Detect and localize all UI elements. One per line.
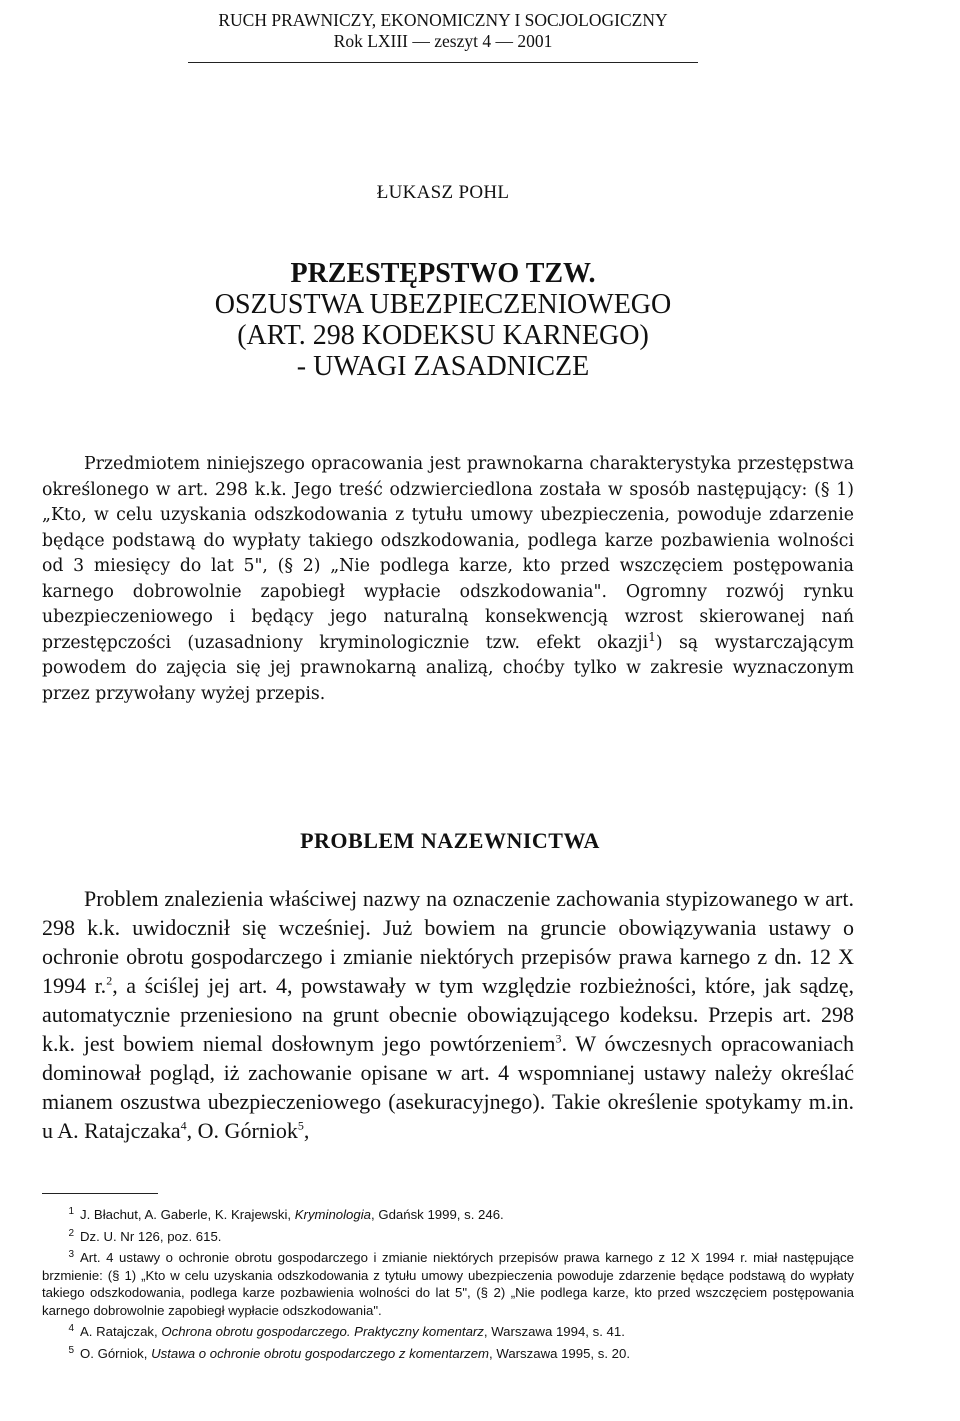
paragraph-naming-text-1: Problem znalezienia właściwej nazwy na oznaczenie zachowania stypizowanego w art. 298 k.k. uwidocznił się wcześniej. Już bowiem na gruncie obowiązywania ustawy o ochronie obrotu gospodarczego i zmianie niektórych przepisów prawa karnego z dn. 12 X 1994 r. bbox=[42, 886, 854, 998]
journal-name: RUCH PRAWNICZY, EKONOMICZNY I SOCJOLOGICZNY bbox=[218, 10, 668, 30]
footnote-4 bbox=[42, 1323, 854, 1341]
footnote-text: , Gdańsk 1999, s. 246. bbox=[371, 1207, 504, 1222]
title-line-2: OSZUSTWA UBEZPIECZENIOWEGO bbox=[214, 289, 672, 320]
footnote-title: Ustawa o ochronie obrotu gospodarczego z komentarzem bbox=[151, 1345, 490, 1361]
footnote-number: 5 bbox=[68, 1344, 74, 1356]
title-line-3: (ART. 298 KODEKSU KARNEGO) bbox=[237, 320, 649, 351]
paragraph-intro-text-end: ) są wystarczającym powodem do zajęcia się jej prawnokarną analizą, choćby tylko w zakresie wyznaczonym przez przywołany wyżej przepis. bbox=[42, 632, 854, 704]
paragraph-intro bbox=[42, 452, 854, 707]
paragraph-naming-text-4: , O. Górniok bbox=[186, 1118, 298, 1143]
title-line-4: - UWAGI ZASADNICZE bbox=[296, 351, 590, 382]
paragraph-naming-text-3: . W ówczesnych opracowaniach dominował pogląd, iż zachowanie opisane w art. 4 wspomnianej ustawy należy określać mianem oszustwa ubezpieczeniowego (asekuracyjnego). Takie określenie spotykamy m.in. u A. Ratajczaka bbox=[42, 1031, 854, 1143]
title-line-1: PRZESTĘPSTWO TZW. bbox=[290, 258, 596, 289]
footnotes bbox=[42, 1206, 854, 1366]
paragraph-naming bbox=[42, 884, 854, 1145]
footnote-number: 4 bbox=[68, 1323, 74, 1334]
footnote-number: 3 bbox=[68, 1249, 74, 1260]
footnote-ref-2: 2 bbox=[106, 973, 113, 988]
journal-header bbox=[0, 10, 886, 52]
footnote-ref-4: 4 bbox=[180, 1118, 187, 1133]
footnote-text: Art. 4 ustawy o ochronie obrotu gospodarczego i zmianie niektórych przepisów prawa karnego z 12 X 1994 r. miał następujące brzmienie: (§ 1) „Kto w celu uzyskania odszkodowania z tytułu umowy ubezpieczenia powoduje zdarzenie będące podstawą do wypłaty takiego odszkodowania, podlega karze pozbawienia wolności do lat 5", (§ 2) „Nie podlega karze, kto przed wszczęciem postępowania karnego dobrowolnie zapobiegł wypłacie odszkodowania". bbox=[42, 1250, 854, 1318]
header-rule bbox=[188, 62, 698, 63]
paragraph-intro-text: Przedmiotem niniejszego opracowania jest prawnokarna charakterystyka przestępstwa określonego w art. 298 k.k. Jego treść odzwierciedlona została w sposób następujący: (§ 1) „Kto, w celu uzyskania odszkodowania z tytułu umowy ubezpieczenia, powoduje zdarzenie będące podstawą do wypłaty takiego odszkodowania, podlega karze pozbawienia wolności od 3 miesięcy do lat 5", (§ 2) „Nie podlega karze, kto przed wszczęciem postępowania karnego dobrowolnie zapobiegł wypłacie odszkodowania". Ogromny rozwój rynku ubezpieczeniowego i będący jego naturalną konsekwencją wzrost skierowanej nań przestępczości (uzasadniony kryminologicznie tzw. efekt okazji bbox=[42, 454, 854, 653]
footnote-text: J. Błachut, A. Gaberle, K. Krajewski, bbox=[80, 1207, 295, 1222]
footnote-title: Ochrona obrotu gospodarczego. Praktyczny komentarz bbox=[161, 1324, 484, 1339]
footnote-ref-5: 5 bbox=[297, 1118, 304, 1133]
journal-issue: Rok LXIII — zeszyt 4 — 2001 bbox=[333, 31, 553, 51]
footnote-ref-1: 1 bbox=[648, 629, 656, 644]
footnote-number: 1 bbox=[68, 1206, 74, 1217]
footnote-text: , Warszawa 1995, s. 20. bbox=[489, 1345, 631, 1361]
footnote-text: , Warszawa 1994, s. 41. bbox=[483, 1324, 625, 1339]
footnote-text: Dz. U. Nr 126, poz. 615. bbox=[80, 1228, 222, 1244]
section-heading: PROBLEM NAZEWNICTWA bbox=[300, 828, 600, 853]
footnote-text: O. Górniok, bbox=[80, 1345, 152, 1361]
paragraph-naming-text-5: , bbox=[303, 1118, 310, 1143]
author-name: ŁUKASZ POHL bbox=[376, 182, 510, 203]
article-title bbox=[0, 258, 886, 382]
footnote-ref-3: 3 bbox=[555, 1031, 562, 1046]
footnote-2 bbox=[42, 1228, 854, 1246]
paragraph-naming-text-2: , a ściślej jej art. 4, powstawały w tym względzie rozbieżności, które, jak sądzę, automatycznie przeniesiono na grunt obecnie obowiązującego kodeksu. Przepis art. 298 k.k. jest bowiem niemal dosłownym jego powtórzeniem bbox=[42, 973, 854, 1056]
footnote-number: 2 bbox=[68, 1227, 74, 1239]
footnote-text: A. Ratajczak, bbox=[80, 1324, 162, 1339]
footnote-rule bbox=[42, 1193, 158, 1194]
footnote-5 bbox=[42, 1345, 854, 1363]
footnote-1 bbox=[42, 1206, 854, 1224]
footnote-3 bbox=[42, 1249, 854, 1319]
footnote-title: Kryminologia bbox=[294, 1207, 371, 1222]
